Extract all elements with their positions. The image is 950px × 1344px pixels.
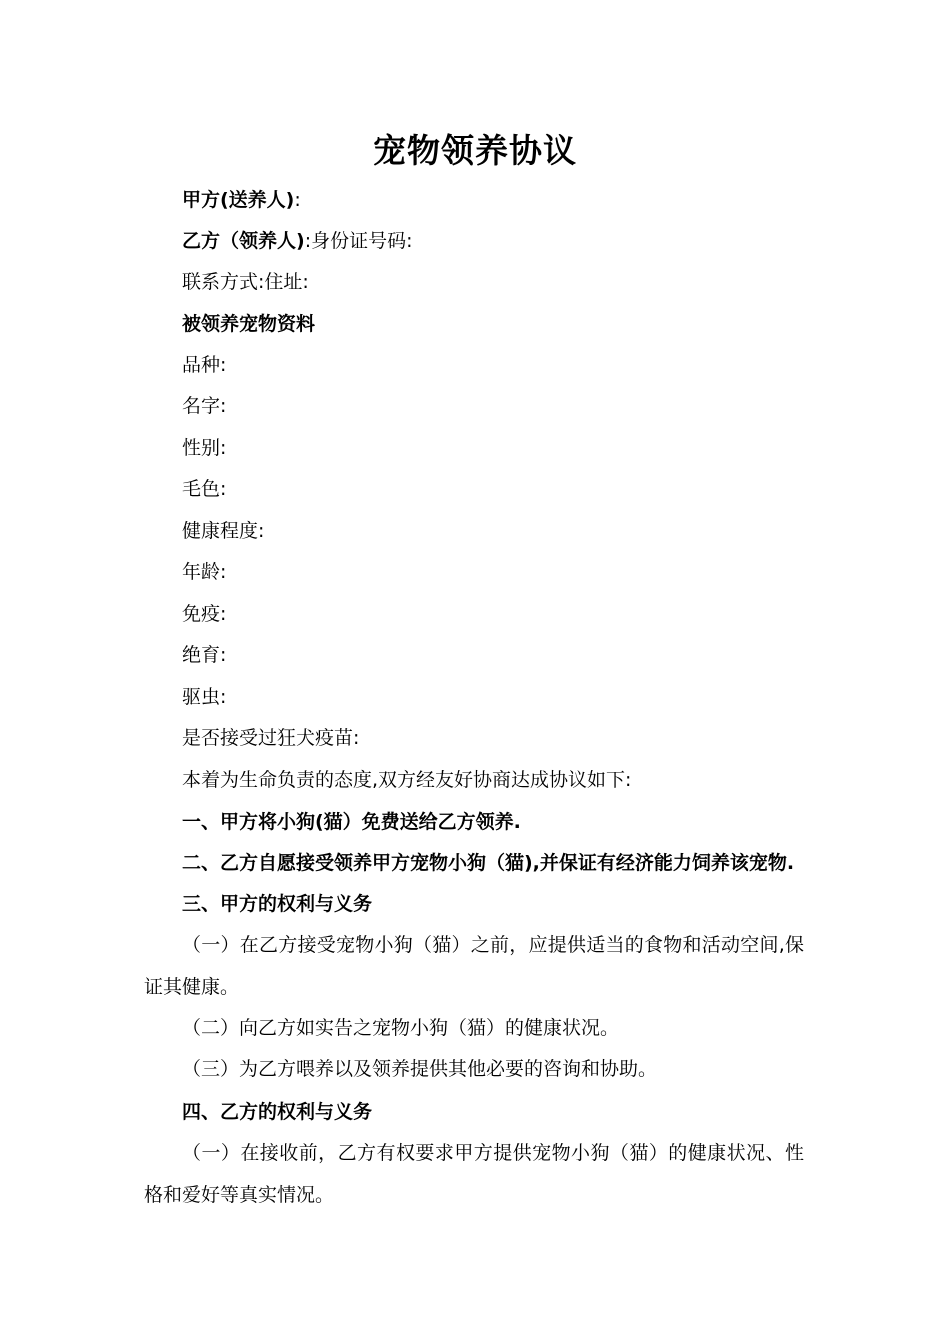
clause-3-item-1: （一）在乙方接受宠物小狗（猫）之前，应提供适当的食物和活动空间,保证其健康。 <box>144 934 804 998</box>
pet-field-sterilization: 绝育: <box>182 644 227 666</box>
pet-field-breed: 品种: <box>182 354 227 376</box>
party-b-label: 乙方（领养人) <box>182 230 305 252</box>
pet-field-deworming: 驱虫: <box>182 686 227 708</box>
pet-info-heading: 被领养宠物资料 <box>182 313 316 335</box>
party-a-colon: : <box>294 189 301 211</box>
clause-4-heading: 四、乙方的权利与义务 <box>182 1101 373 1123</box>
pet-field-rabies-vaccine: 是否接受过狂犬疫苗: <box>182 727 360 749</box>
pet-field-fur-color: 毛色: <box>182 478 227 500</box>
party-b-id-number: :身份证号码: <box>304 230 413 252</box>
pet-field-health: 健康程度: <box>182 520 265 542</box>
pet-field-age: 年龄: <box>182 561 227 583</box>
clause-3-heading: 三、甲方的权利与义务 <box>182 893 373 915</box>
document-title: 宠物领养协议 <box>373 131 577 170</box>
clause-3-item-2: （二）向乙方如实告之宠物小狗（猫）的健康状况。 <box>182 1017 620 1039</box>
pet-field-immunization: 免疫: <box>182 603 227 625</box>
clause-1: 一、甲方将小狗(猫）免费送给乙方领养. <box>182 811 521 833</box>
party-b-line <box>182 227 413 255</box>
clause-3-item-3: （三）为乙方喂养以及领养提供其他必要的咨询和协助。 <box>182 1058 658 1080</box>
party-a-line <box>182 186 301 214</box>
preamble: 本着为生命负责的态度,双方经友好协商达成协议如下: <box>182 769 632 791</box>
clause-4-item-1: （一）在接收前，乙方有权要求甲方提供宠物小狗（猫）的健康状况、性格和爱好等真实情况。 <box>144 1142 804 1206</box>
pet-field-name: 名字: <box>182 395 227 417</box>
pet-field-gender: 性别: <box>182 437 227 459</box>
party-a-label: 甲方(送养人) <box>182 189 295 211</box>
clause-2: 二、乙方自愿接受领养甲方宠物小狗（猫),并保证有经济能力饲养该宠物. <box>182 852 795 874</box>
contact-line: 联系方式:住址: <box>182 271 309 293</box>
